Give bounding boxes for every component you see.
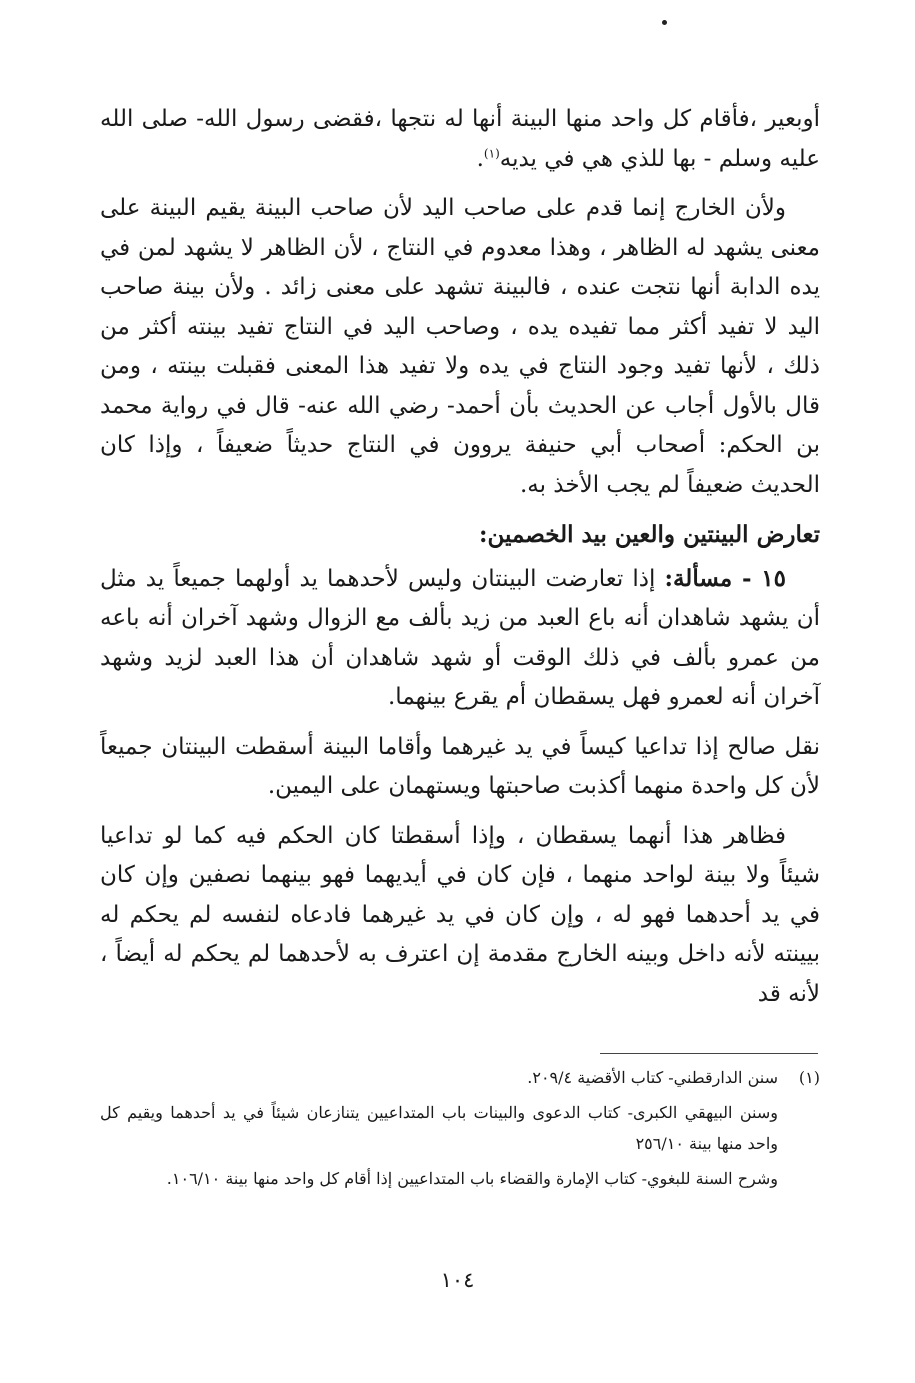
- footnote-number: (١): [798, 1068, 820, 1087]
- footnote-divider: [600, 1053, 818, 1054]
- paragraph-reasoning: ولأن الخارج إنما قدم على صاحب اليد لأن صاحب البينة يقيم البينة على معنى يشهد له الظاهر ، وهذا معدوم في النتاج ، لأن الظاهر لا يشهد لمن في يده الدابة أنها نتجت عنده ، فالبينة تشهد على معنى زائد . ولأن بينة صاحب اليد لا تفيد أكثر مما تفيده يده ، وصاحب اليد في النتاج تفيد بينته أكثر من ذلك ، لأنها تفيد وجود النتاج في يده ولا تفيد هذا المعنى فقبلت بينته ، ومن قال بالأول أجاب عن الحديث بأن أحمد- رضي الله عنه- قال في رواية محمد بن الحكم: أصحاب أبي حنيفة يروون في النتاج حديثاً ضعيفاً ، وإذا كان الحديث ضعيفاً لم يجب الأخذ به.: [100, 195, 820, 498]
- footnote-ref[interactable]: (١): [483, 145, 500, 160]
- paragraph-hadith: أوبعير ،فأقام كل واحد منها البينة أنها له نتجها ،فقضى رسول الله- صلى الله عليه وسلم - بها للذي هي في يديه$^{(١)}$.: [100, 106, 820, 172]
- issue-label: ١٥ - مسألة:: [664, 564, 786, 592]
- page-number: ١٠٤: [440, 1268, 475, 1292]
- footnote-line-2: وسنن البيهقي الكبرى- كتاب الدعوى والبينات باب المتداعيين يتنازعان شيئاً في يد أحدهما ويقيم كل واحد منها بينة ٢٥٦/١٠: [100, 1103, 778, 1153]
- paragraph-issue-15: ١٥ - مسألة: إذا تعارضت البينتان وليس لأحدهما يد أولهما جميعاً يد مثل أن يشهد شاهدان أنه باع العبد من زيد بألف مع الزوال وشهد آخران أنه باعه من عمرو بألف في ذلك الوقت أو شهد شاهدان أن هذا العبد لزيد وشهد آخران أنه لعمرو فهل يسقطان أم يقرع بينهما.: [100, 564, 820, 710]
- footnote-line-1: سنن الدارقطني- كتاب الأقضية ٢٠٩/٤.: [527, 1068, 778, 1087]
- footnote-1: [100, 1062, 820, 1093]
- paragraph-salih: نقل صالح إذا تداعيا كيساً في يد غيرهما وأقاما البينة أسقطت البينتان جميعاً لأن كل واحدة منهما أكذبت صاحبتها ويستهمان على اليمين.: [100, 733, 820, 799]
- paragraph-conclusion: فظاهر هذا أنهما يسقطان ، وإذا أسقطتا كان الحكم فيه كما لو تداعيا شيئاً ولا بينة لواحد منهما ، فإن كان في أيديهما فهو بينهما نصفين وإن كان في يد أحدهما فهو له ، وإن كان في يد غيرهما فادعاه لنفسه لم يحكم له بيينته لأنه داخل وبينه الخارج مقدمة إن اعترف به لأحدهما لم يحكم له أيضاً ، لأنه قد: [100, 822, 820, 1007]
- section-heading: تعارض البينتين والعين بيد الخصمين:: [479, 521, 820, 548]
- footnotes: [100, 1062, 820, 1198]
- footnote-line-3: وشرح السنة للبغوي- كتاب الإمارة والقضاء باب المتداعيين إذا أقام كل واحد منها بينة ١٠٦/١٠.: [166, 1169, 778, 1188]
- top-dot-mark: [662, 20, 667, 25]
- main-text: [100, 100, 820, 1024]
